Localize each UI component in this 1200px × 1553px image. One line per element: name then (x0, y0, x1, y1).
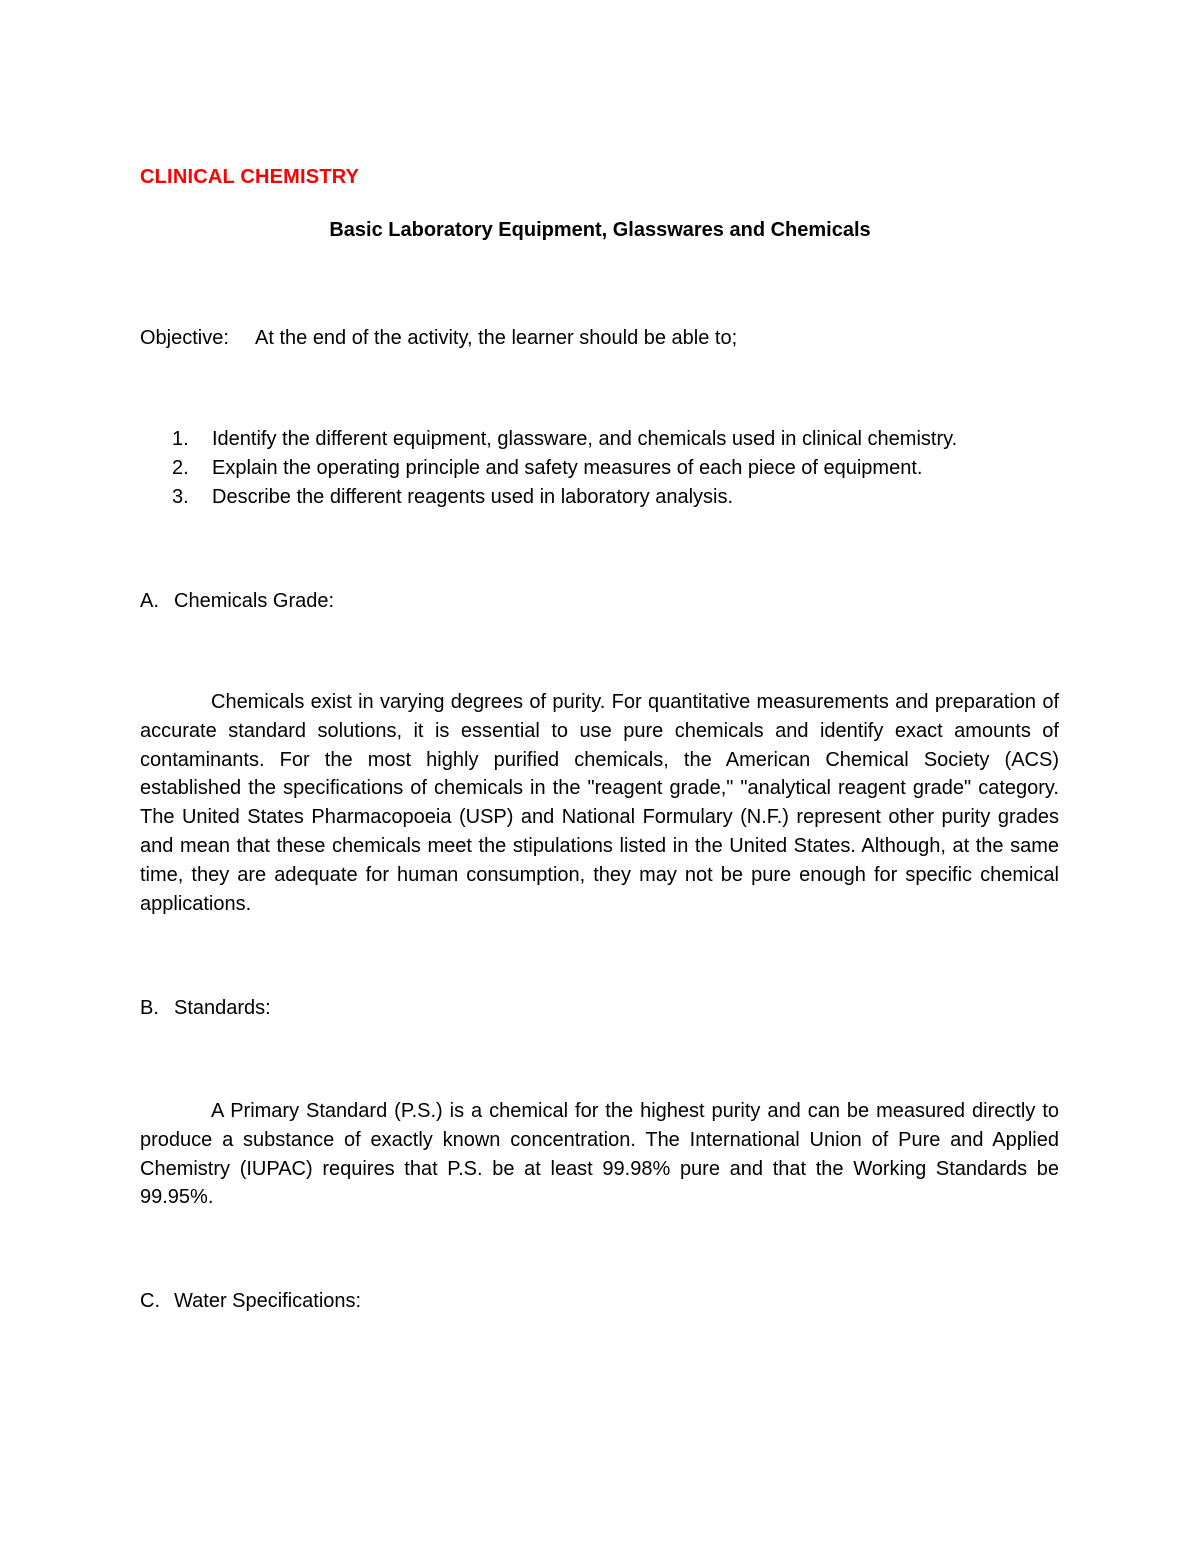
section-letter: C. (140, 1290, 160, 1312)
objective-label: Objective: (140, 327, 229, 349)
document-title: CLINICAL CHEMISTRY (140, 166, 360, 188)
section-heading-text: Water Specifications: (174, 1290, 362, 1312)
section-heading-standards (140, 994, 271, 1023)
section-heading-text: Chemicals Grade: (174, 590, 335, 612)
objective-item-text: Describe the different reagents used in laboratory analysis. (212, 486, 734, 508)
objective-item-text: Identify the different equipment, glassware, and chemicals used in clinical chemistry. (212, 428, 958, 450)
objective-item-number: 2. (172, 457, 189, 479)
section-heading-chemicals-grade (140, 587, 334, 616)
objective-item-number: 1. (172, 428, 189, 450)
section-paragraph-standards: A Primary Standard (P.S.) is a chemical for the highest purity and can be measured directly to produce a substance of exactly known concentration. The International Union of Pure and Applied Chemistry (IUPAC) requires that P.S. be at least 99.98% pure and that the Working Standards be 99.95%. (140, 1100, 1059, 1209)
section-letter: A. (140, 590, 159, 612)
section-paragraph-chemicals-grade: Chemicals exist in varying degrees of purity. For quantitative measurements and preparation of accurate standard solutions, it is essential to use pure chemicals and identify exact amounts of contaminants. For the most highly purified chemicals, the American Chemical Society (ACS) established the specifications of chemicals in the "reagent grade," "analytical reagent grade" category. The United States Pharmacopoeia (USP) and National Formulary (N.F.) represent other purity grades and mean that these chemicals meet the stipulations listed in the United States. Although, at the same time, they are adequate for human consumption, they may not be pure enough for specific chemical applications. (140, 691, 1059, 915)
objective-item-number: 3. (172, 486, 189, 508)
document-subtitle: Basic Laboratory Equipment, Glasswares and Chemicals (329, 219, 871, 241)
objective-item-text: Explain the operating principle and safety measures of each piece of equipment. (212, 457, 923, 479)
section-letter: B. (140, 997, 159, 1019)
section-heading-text: Standards: (174, 997, 271, 1019)
objective-text: At the end of the activity, the learner should be able to; (255, 327, 738, 349)
section-heading-water-specifications (140, 1287, 361, 1316)
